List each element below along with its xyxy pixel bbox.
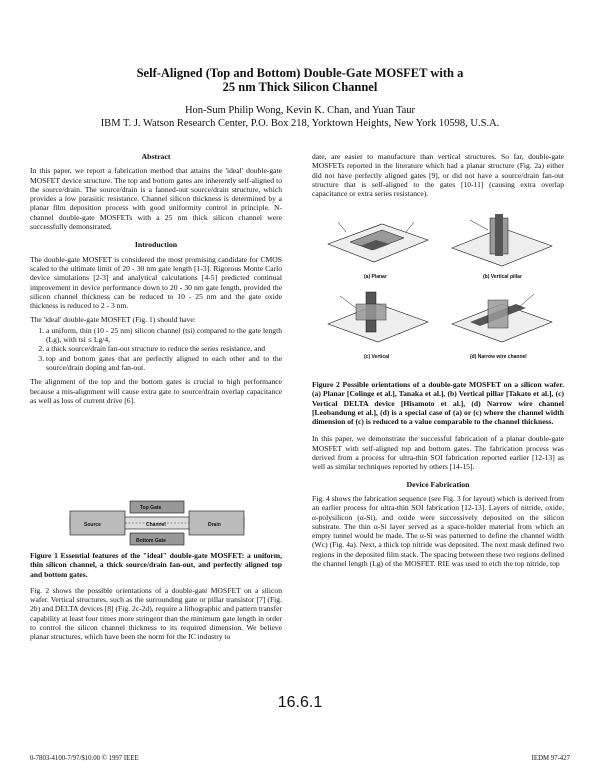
label-bottom-gate: Bottom Gate — [136, 538, 166, 544]
label-source: Source — [84, 522, 101, 528]
right-column-lower — [312, 380, 564, 573]
page-number: 16.6.1 — [277, 694, 323, 711]
ideal-features-list — [30, 326, 282, 372]
list-item: 1. a uniform, thin (10 - 25 nm) silicon channel (tsi) compared to the gate length (Lg), with tsi ≤ Lg/4, — [46, 326, 282, 345]
label-drain: Drain — [208, 522, 221, 528]
figure-2b-vertical-pillar — [452, 214, 552, 280]
label-planar: (a) Planar — [364, 274, 387, 280]
intro-paragraph-1: The double-gate MOSFET is considered the most promising candidate for CMOS scaled to the ultimate limit of 20 - 30 nm gate length [1-3]. Rigorous Monte Carlo device simulations [2-3] and analytical calculations [4-5] predicted continual improvement in device performance down to 20 - 30 nm gate length, provided the silicon channel thickness can be reduced to 10 - 25 nm and the gate oxide thickness is reduced to 2 - 3 nm. — [30, 254, 282, 311]
list-item: 3. top and bottom gates that are perfectly aligned to each other and to the source/drain doping and fan-out. — [46, 354, 282, 373]
fabrication-paragraph: Fig. 4 shows the fabrication sequence (see Fig. 3 for layout) which is derived from an earlier process for ultra-thin SOI fabrication [12-13]. Layers of nitride, oxide, α-polysilicon (α-Si), and oxide were successively deposited on the silicon substrate. The thin α-Si layer served as a space-holder material from which an empty tunnel would be made. The α-Si was patterned to define the channel width (Wc) (Fig. 4a). Next, a thick top nitride was deposited. The next mask defined two regions in the deposited film stack. The spacing between these two regions defined the channel length (Lg) of the MOSFET. RIE was used to etch the top nitride, top — [312, 493, 564, 569]
left-column — [30, 152, 282, 410]
paper-title — [0, 66, 600, 94]
title-line-1: Self-Aligned (Top and Bottom) Double-Gate MOSFET with a — [136, 66, 464, 80]
label-vertical-pillar: (b) Vertical pillar — [483, 274, 522, 280]
figure-2a-planar — [328, 222, 428, 280]
title-line-2: 25 nm Thick Silicon Channel — [222, 80, 378, 94]
label-channel: Channel — [146, 522, 166, 528]
right-paragraph-1: date, are easier to manufacture than vertical structures. So far, double-gate MOSFETs reported in the literature which had a planar structure (Fig. 2a) either did not have perfectly aligned gates [9], or did not have a source/drain fan-out structure that is self-aligned to the gates [10-11] (causing extra overlap capacitance or extra series resistance). — [312, 152, 564, 199]
label-narrow-wire: (d) Narrow wire channel — [470, 354, 527, 360]
figure-2-diagram — [320, 212, 564, 367]
right-paragraph-2: In this paper, we demonstrate the successful fabrication of a planar double-gate MOSFET with self-aligned top and bottom gates. The fabrication process was derived from a process for ultra-thin SOI fabrication reported earlier [12-13] as well as similar techniques reported by others [14-15]. — [312, 434, 564, 472]
abstract-heading: Abstract — [141, 152, 171, 161]
figure-2d-narrow-wire — [452, 294, 552, 360]
affiliation: IBM T. J. Watson Research Center, P.O. Box 218, Yorktown Heights, New York 10598, U.S.A. — [100, 118, 500, 129]
authors: Hon-Sum Philip Wong, Kevin K. Chan, and Yuan Taur — [184, 105, 416, 116]
intro-paragraph-2: The 'ideal' double-gate MOSFET (Fig. 1) should have: — [30, 315, 196, 325]
list-item: 2. a thick source/drain fan-out structure to reduce the series resistance, and — [46, 344, 282, 353]
figure-1-caption: Figure 1 Essential features of the "ideal" double-gate MOSFET: a uniform, thin silicon channel, a thick source/drain fan-out, and perfectly aligned top and bottom gates. — [30, 551, 282, 579]
label-vertical: (c) Vertical — [364, 354, 390, 360]
author-block — [0, 104, 600, 130]
footer-copyright: 0-7803-4100-7/97/$10.00 © 1997 IEEE — [30, 755, 139, 762]
fabrication-heading: Device Fabrication — [406, 479, 470, 489]
right-column-top — [312, 152, 564, 203]
abstract-text: In this paper, we report a fabrication method that attains the 'ideal' double-gate MOSFET device structure. The top and bottom gates are inherently self-aligned to the source/drain. The source/drain is a fanned-out source/drain structure, which provides a low parasitic resistance. Channel silicon thickness is determined by a planar film deposition process with good uniformity control in principle. N-channel double-gate MOSFETs with a 25 nm thick silicon channel were successfully demonstrated. — [30, 166, 282, 232]
fig2-paragraph: Fig. 2 shows the possible orientations of a double-gate MOSFET on a silicon wafer. Vertical structures, such as the surrounding gate or pillar transistor [7] (Fig. 2b) and DELTA devices [8] (Fig. 2c-2d), require a lithographic and pattern transfer capability at least four times more stringent than the minimum gate length in order to control the silicon channel thickness to its required dimension. We believe planar structures, which have been the norm for the IC industry to — [30, 585, 282, 642]
left-column-lower — [30, 551, 282, 647]
figure-1-diagram — [62, 497, 252, 549]
footer-page-id: IEDM 97-427 — [531, 755, 570, 762]
figure-2-caption: Figure 2 Possible orientations of a double-gate MOSFET on a silicon wafer. (a) Planar [Colinge et al.], Tanaka et al.], (b) Vertical pillar [Takato et al.], (c) Vertical DELTA device [Hisamoto et al.], (d) Narrow wire channel [Leobandung et al.], (d) is a special case of (a) or (c) where the channel width dimension of (c) is reduced to a value comparable to the channel thickness. — [312, 380, 564, 427]
intro-paragraph-3: The alignment of the top and the bottom gates is crucial to high performance because a mis-alignment will cause extra gate to source/drain overlap capacitance as well as loss of current drive [6]. — [30, 377, 282, 405]
figure-2c-vertical — [328, 292, 428, 360]
introduction-heading: Introduction — [134, 240, 178, 250]
label-top-gate: Top Gate — [140, 505, 162, 511]
